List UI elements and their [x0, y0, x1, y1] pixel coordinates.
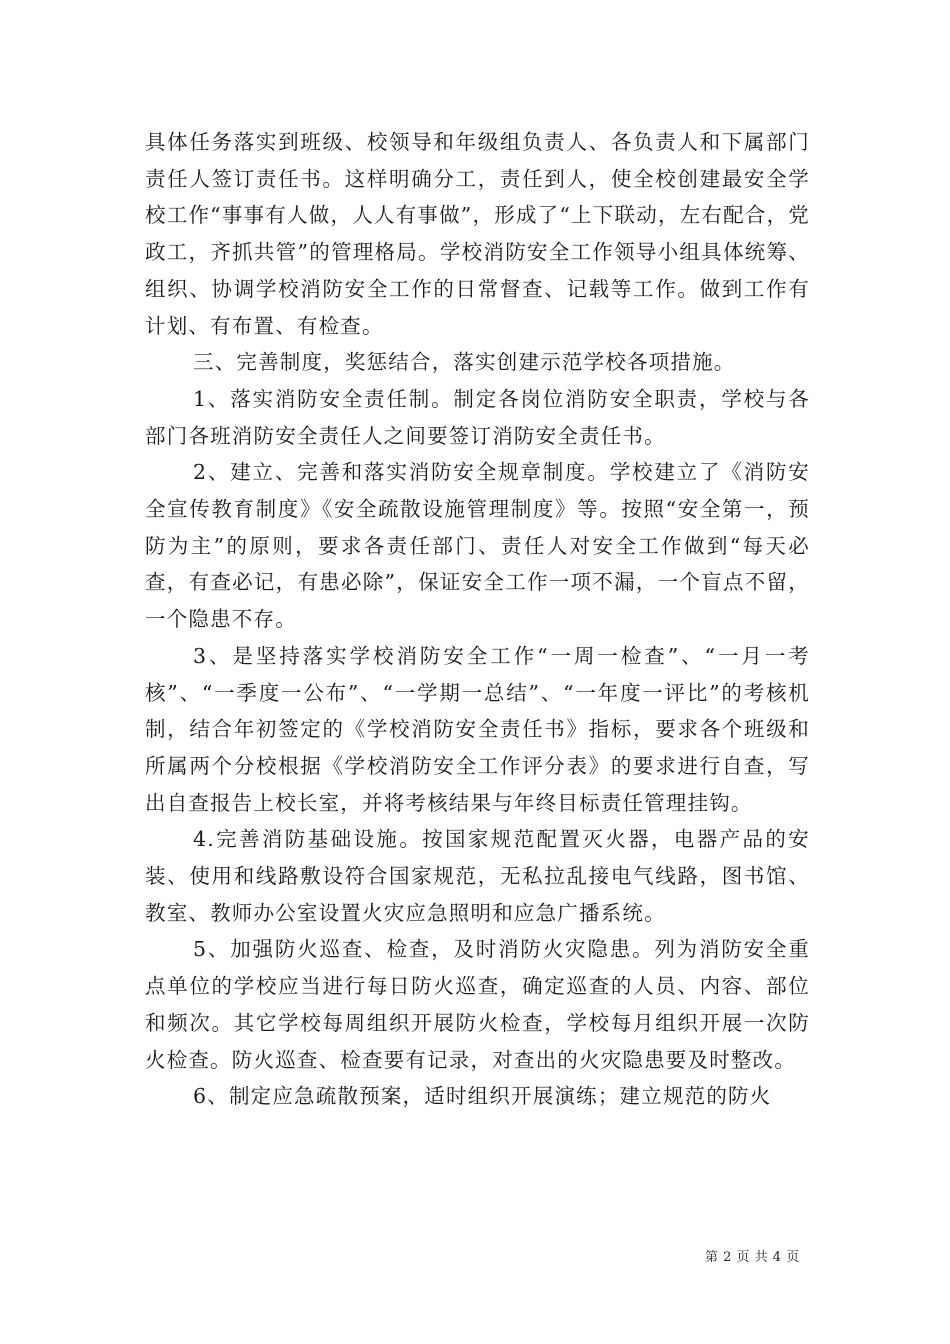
- body-paragraph-continuation: 具体任务落实到班级、校领导和年级组负责人、各负责人和下属部门责任人签订责任书。这样明确分工，责任到人，使全校创建最安全学校工作“事事有人做，人人有事做”，形成了“上下联动，左右配合，党政工，齐抓共管”的管理格局。学校消防安全工作领导小组具体统筹、组织、协调学校消防安全工作的日常督查、记载等工作。做到工作有计划、有布置、有检查。: [145, 130, 810, 338]
- page-number: 第 2 页 共 4 页: [705, 1250, 800, 1265]
- list-item-3: 3、是坚持落实学校消防安全工作“一周一检查”、“一月一考核”、“一季度一公布”、“一学期一总结”、“一年度一评比”的考核机制，结合年初签定的《学校消防安全责任书》指标，要求各个班级和所属两个分校根据《学校消防安全工作评分表》的要求进行自查，写出自查报告上校长室，并将考核结果与年终目标责任管理挂钩。: [145, 643, 810, 815]
- list-item-6: 6、制定应急疏散预案，适时组织开展演练；建立规范的防火: [193, 1084, 772, 1109]
- document-body: [145, 124, 810, 1115]
- section-heading-three: 三、完善制度，奖惩结合，落实创建示范学校各项措施。: [193, 350, 736, 375]
- list-item-4: 4.完善消防基础设施。按国家规范配置灭火器，电器产品的安装、使用和线路敷设符合国家规范，无私拉乱接电气线路，图书馆、教室、教师办公室设置火灾应急照明和应急广播系统。: [145, 827, 810, 925]
- list-item-1: 1、落实消防安全责任制。制定各岗位消防安全职责，学校与各部门各班消防安全责任人之间要签订消防安全责任书。: [145, 386, 810, 448]
- list-item-2: 2、建立、完善和落实消防安全规章制度。学校建立了《消防安全宣传教育制度》《安全疏散设施管理制度》等。按照“安全第一，预防为主”的原则，要求各责任部门、责任人对安全工作做到“每天必查，有查必记，有患必除”，保证安全工作一项不漏，一个盲点不留，一个隐患不存。: [145, 460, 810, 632]
- list-item-5: 5、加强防火巡查、检查，及时消防火灾隐患。列为消防安全重点单位的学校应当进行每日防火巡查，确定巡查的人员、内容、部位和频次。其它学校每周组织开展防火检查，学校每月组织开展一次防火检查。防火巡查、检查要有记录，对查出的火灾隐患要及时整改。: [145, 937, 810, 1072]
